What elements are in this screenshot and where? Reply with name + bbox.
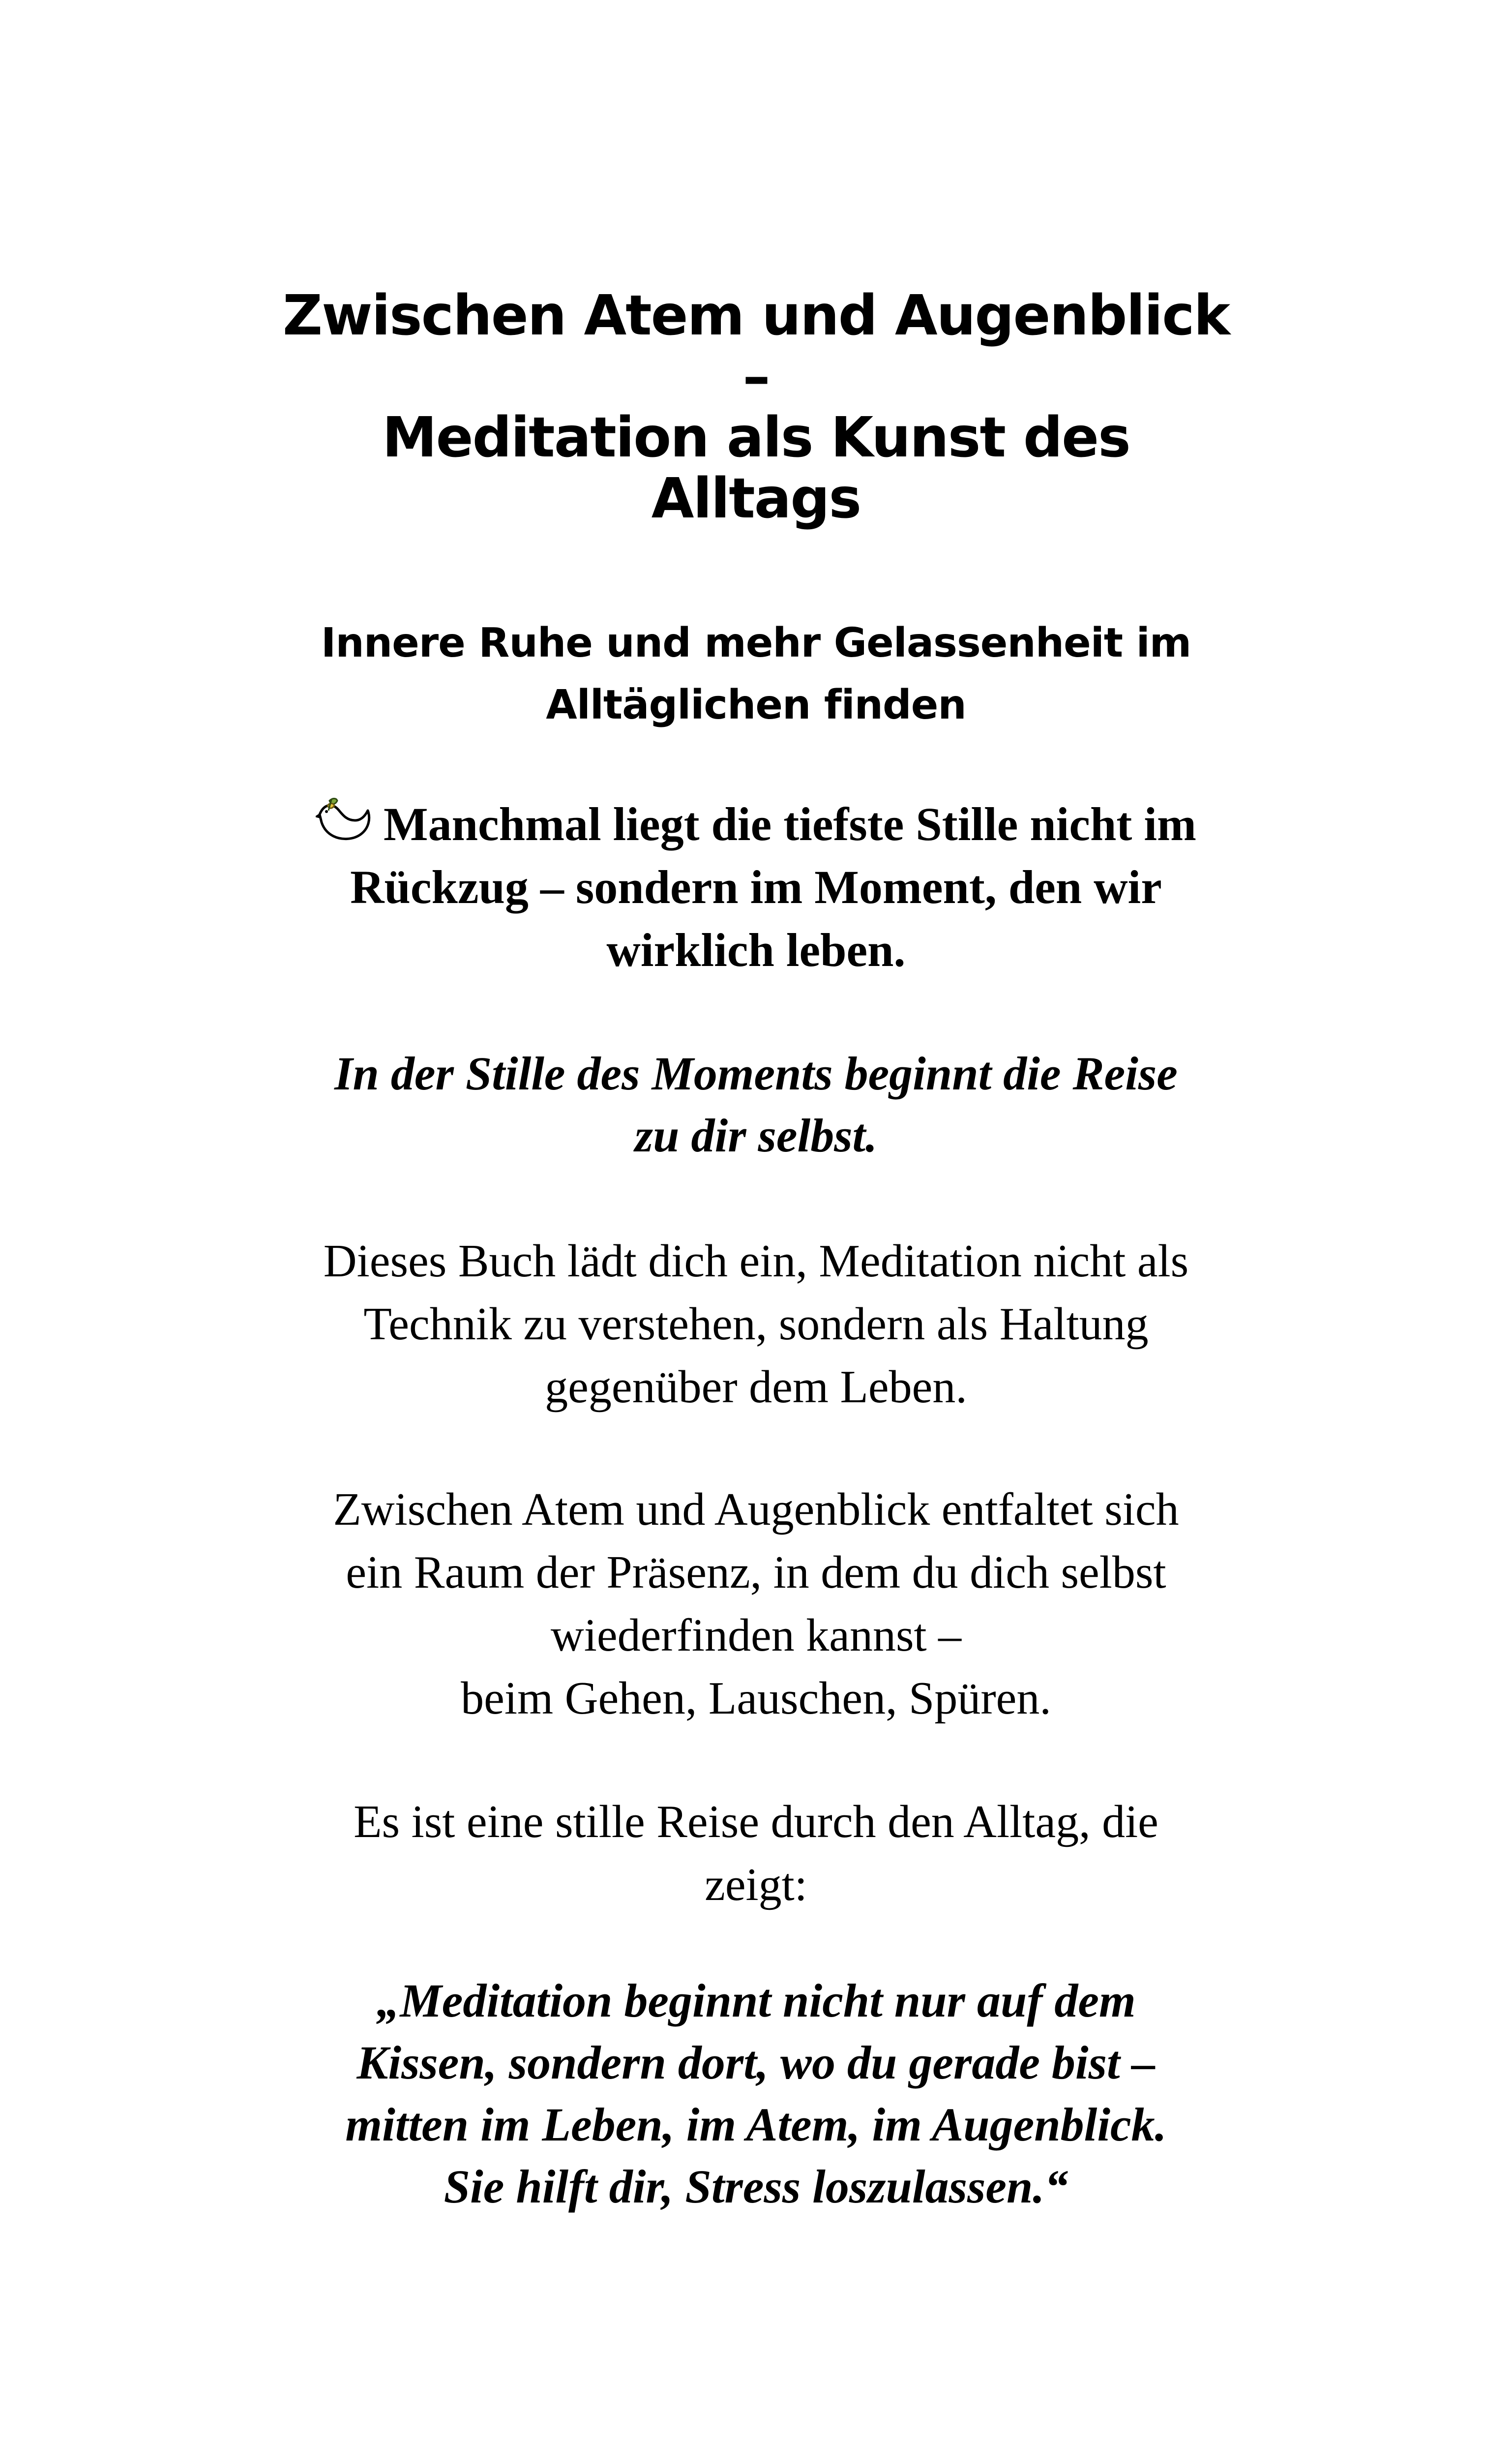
title-line: Meditation als Kunst des <box>382 406 1130 470</box>
paragraph-line: Dieses Buch lädt dich ein, Meditation nicht als <box>323 1236 1189 1287</box>
paragraph-line: Zwischen Atem und Augenblick entfaltet sich <box>333 1484 1179 1535</box>
paragraph-line: zeigt: <box>705 1859 807 1910</box>
dove-icon <box>316 797 375 846</box>
intro-line: wirklich leben. <box>606 924 906 976</box>
intro-line-first <box>275 793 1237 856</box>
paragraph-line: wiederfinden kannst – <box>550 1610 962 1661</box>
book-title <box>275 285 1237 529</box>
description-paragraph-2 <box>275 1478 1237 1730</box>
paragraph-line: Es ist eine stille Reise durch den Alltag, die <box>354 1796 1158 1847</box>
motto-line: In der Stille des Moments beginnt die Reise <box>334 1047 1178 1100</box>
title-line: Zwischen Atem und Augenblick <box>282 284 1230 348</box>
book-subtitle <box>275 612 1237 736</box>
closing-quote <box>275 1970 1237 2218</box>
motto <box>275 1043 1237 1167</box>
description-paragraph-3 <box>275 1790 1237 1916</box>
quote-line: Sie hilft dir, Stress loszulassen.“ <box>444 2160 1068 2213</box>
motto-line: zu dir selbst. <box>634 1109 878 1162</box>
quote-line: „Meditation beginnt nicht nur auf dem <box>376 1974 1136 2027</box>
quote-line: mitten im Leben, im Atem, im Augenblick. <box>345 2098 1167 2151</box>
paragraph-line: gegenüber dem Leben. <box>545 1361 967 1413</box>
title-dash: – <box>742 345 770 409</box>
title-line: Alltags <box>651 467 861 531</box>
intro-line: Rückzug – sondern im Moment, den wir <box>350 861 1162 913</box>
intro-line: Manchmal liegt die tiefste Stille nicht im <box>383 798 1197 850</box>
intro-statement <box>275 793 1237 982</box>
subtitle-line: Innere Ruhe und mehr Gelassenheit im <box>321 620 1191 666</box>
quote-line: Kissen, sondern dort, wo du gerade bist – <box>356 2036 1156 2089</box>
paragraph-line: Technik zu verstehen, sondern als Haltung <box>363 1298 1149 1350</box>
paragraph-line: beim Gehen, Lauschen, Spüren. <box>461 1673 1051 1724</box>
description-paragraph-1 <box>275 1230 1237 1418</box>
subtitle-line: Alltäglichen finden <box>546 682 966 728</box>
paragraph-line: ein Raum der Präsenz, in dem du dich selbst <box>346 1547 1166 1598</box>
